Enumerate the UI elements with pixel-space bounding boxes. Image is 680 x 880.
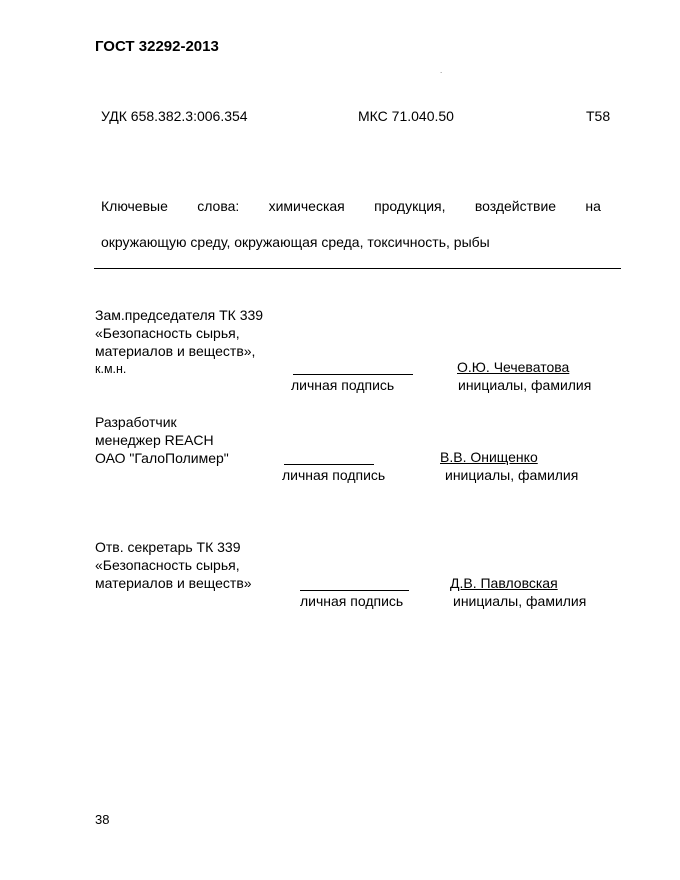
document-standard-title: ГОСТ 32292-2013 bbox=[95, 38, 219, 55]
signature-caption-3: личная подпись bbox=[300, 593, 404, 609]
name-caption-1: инициалы, фамилия bbox=[458, 377, 592, 393]
keyword-word: слова: bbox=[197, 198, 240, 214]
page-number: 38 bbox=[95, 812, 110, 827]
mks-code: МКС 71.040.50 bbox=[358, 108, 454, 124]
signature-line-1 bbox=[293, 374, 413, 375]
stray-mark: . bbox=[440, 66, 443, 75]
name-caption-2: инициалы, фамилия bbox=[445, 467, 579, 483]
role-line: менеджер REACH bbox=[95, 432, 214, 448]
role-line: «Безопасность сырья, bbox=[95, 557, 240, 573]
signature-line-2 bbox=[284, 464, 374, 465]
role-line: Зам.председателя ТК 339 bbox=[95, 307, 264, 323]
signature-caption-2: личная подпись bbox=[282, 467, 386, 483]
role-line: материалов и веществ» bbox=[95, 575, 252, 591]
role-line: Разработчик bbox=[95, 414, 177, 430]
keyword-word: на bbox=[585, 198, 601, 214]
signature-line-3 bbox=[300, 590, 409, 591]
udk-code: УДК 658.382.3:006.354 bbox=[101, 108, 248, 124]
role-line: Отв. секретарь ТК 339 bbox=[95, 539, 241, 555]
keyword-word: воздействие bbox=[474, 198, 557, 214]
role-line: к.м.н. bbox=[95, 362, 127, 376]
name-caption-3: инициалы, фамилия bbox=[453, 593, 587, 609]
role-line: ОАО "ГалоПолимер" bbox=[95, 450, 229, 466]
keyword-word: продукция, bbox=[374, 198, 446, 214]
classification-code: Т58 bbox=[586, 108, 611, 124]
role-line: «Безопасность сырья, bbox=[95, 325, 240, 341]
signatory-3-role bbox=[95, 538, 252, 592]
signatory-1-name: О.Ю. Чечеватова bbox=[457, 359, 570, 375]
role-line: материалов и веществ», bbox=[95, 343, 256, 359]
signatory-1-role bbox=[95, 306, 263, 378]
keyword-word: Ключевые bbox=[101, 198, 168, 214]
signatory-2-name: В.В. Онищенко bbox=[440, 449, 538, 465]
signatory-2-role bbox=[95, 413, 229, 467]
keyword-word: химическая bbox=[268, 198, 345, 214]
signatory-3-name: Д.В. Павловская bbox=[450, 575, 558, 591]
separator-rule bbox=[94, 268, 621, 269]
keywords-line-2: окружающую среду, окружающая среда, токсичность, рыбы bbox=[101, 234, 490, 250]
keywords-line-1 bbox=[101, 198, 601, 214]
signature-caption-1: личная подпись bbox=[291, 377, 395, 393]
